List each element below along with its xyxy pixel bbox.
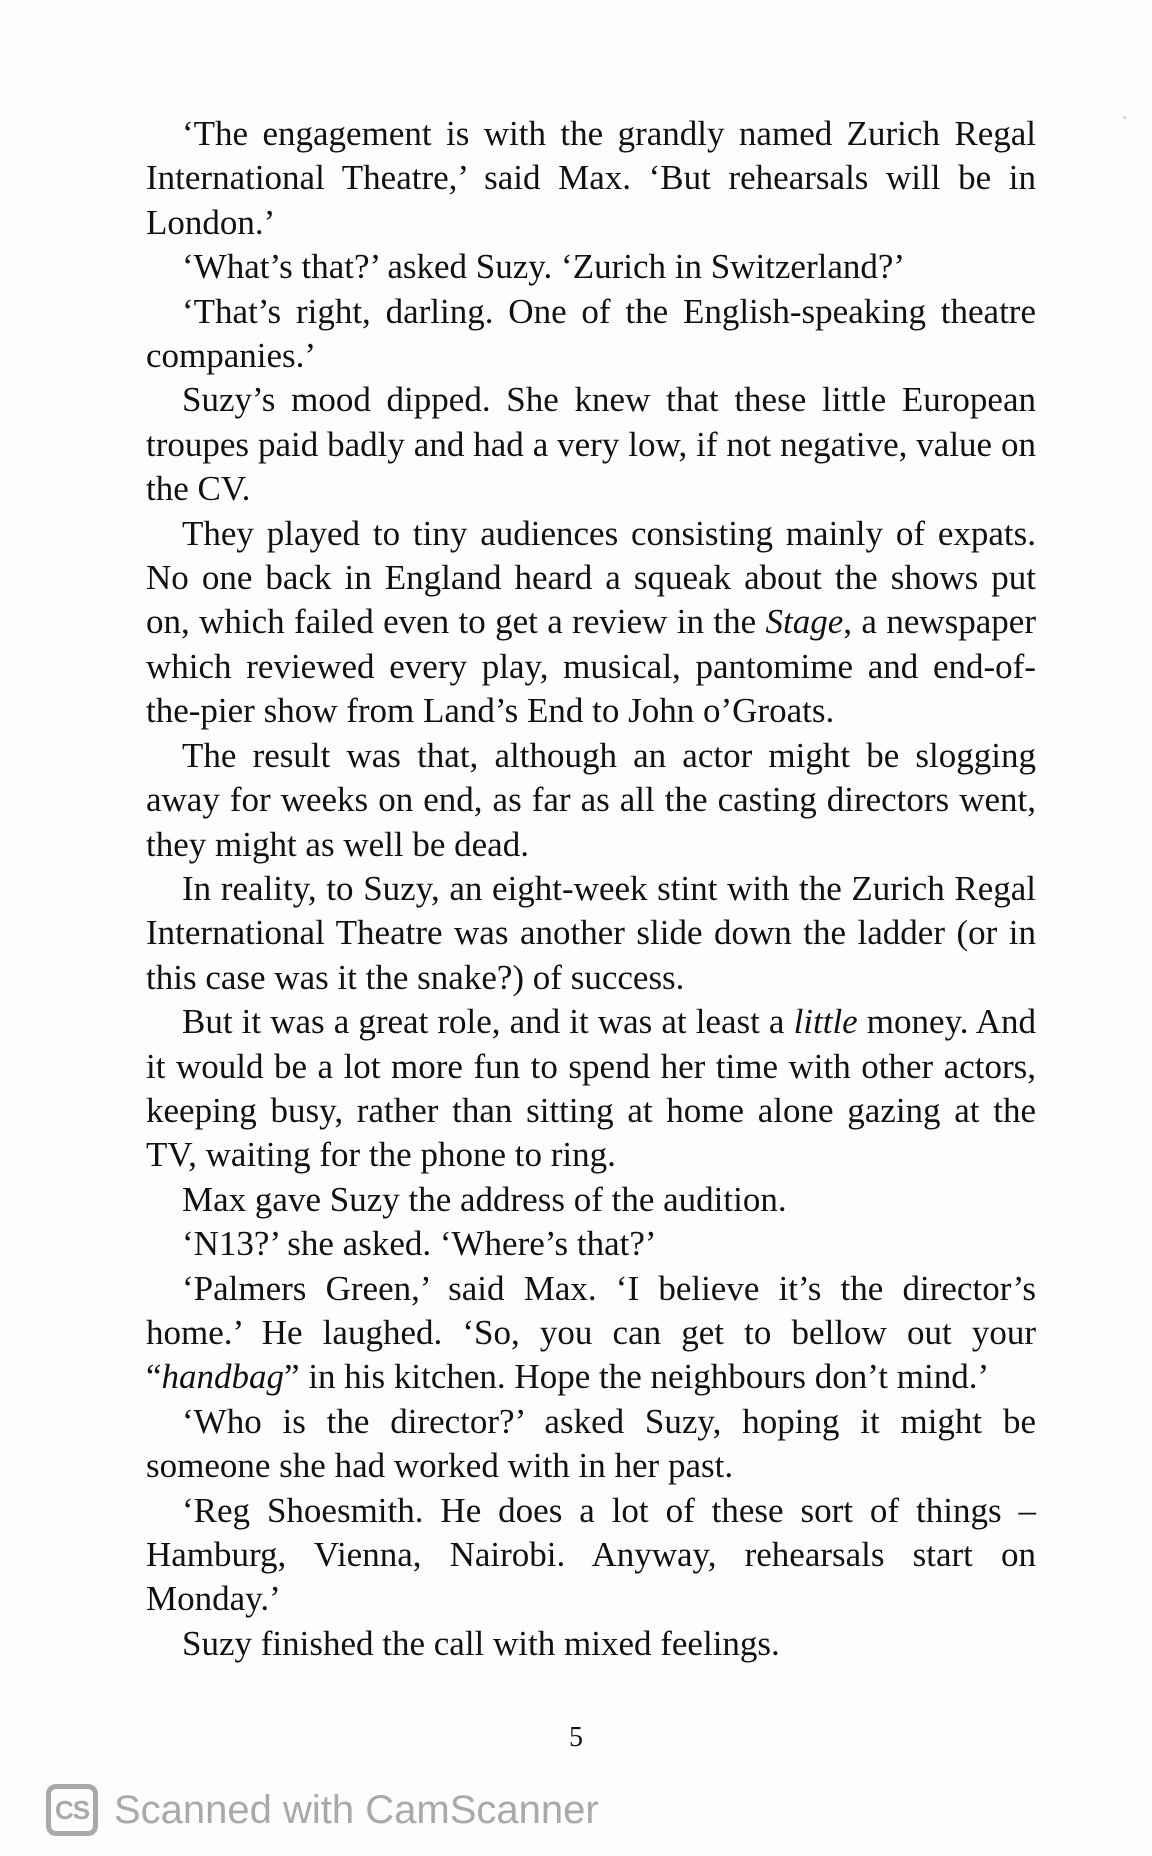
scanner-watermark bbox=[46, 1784, 599, 1836]
italic-text: handbag bbox=[161, 1357, 285, 1397]
paragraph bbox=[146, 1400, 1036, 1489]
text-run: ‘Reg Shoesmith. He does a lot of these sort of things – Hamburg, Vienna, Nairobi. Anyway, rehearsals start on Monday.’ bbox=[146, 1490, 1036, 1619]
text-run: The result was that, although an actor might be slogging away for weeks on end, as far as all the casting directors went, they might as well be dead. bbox=[146, 735, 1036, 864]
text-run: But it was a great role, and it was at least a bbox=[182, 1002, 794, 1042]
text-run: ‘Palmers Green,’ said Max. ‘I believe it’s the director’s home.’ He laughed. ‘So, you can get to bellow out your “ bbox=[146, 1268, 1036, 1397]
text-run: ‘N13?’ she asked. ‘Where’s that?’ bbox=[182, 1224, 657, 1264]
paragraph bbox=[146, 1178, 1036, 1222]
camscanner-logo: CS bbox=[46, 1784, 98, 1836]
text-run: Suzy finished the call with mixed feelings. bbox=[182, 1623, 780, 1663]
text-run: They played to tiny audiences consisting mainly of expats. No one back in England heard a squeak about the shows put on, which failed even to get a review in the bbox=[146, 513, 1036, 642]
text-run: money. And it would be a lot more fun to spend her time with other actors, keeping busy, rather than sitting at home alone gazing at the TV, waiting for the phone to ring. bbox=[146, 1002, 1036, 1175]
italic-text: little bbox=[793, 1002, 858, 1042]
paragraph bbox=[146, 1267, 1036, 1400]
body-text bbox=[146, 112, 1036, 1666]
paragraph bbox=[146, 112, 1036, 245]
italic-text: Stage bbox=[765, 602, 844, 642]
paragraph bbox=[146, 245, 1036, 289]
scanner-watermark-text: Scanned with CamScanner bbox=[114, 1787, 599, 1832]
text-run: ‘The engagement is with the grandly named Zurich Regal International Theatre,’ said Max. ‘But rehearsals will be in London.’ bbox=[146, 114, 1036, 242]
paragraph bbox=[146, 1222, 1036, 1266]
paragraph bbox=[146, 378, 1036, 511]
paragraph bbox=[146, 1000, 1036, 1178]
paragraph bbox=[146, 867, 1036, 1000]
paragraph bbox=[146, 1622, 1036, 1666]
scan-speck bbox=[1123, 116, 1126, 119]
text-run: ‘What’s that?’ asked Suzy. ‘Zurich in Switzerland?’ bbox=[182, 247, 906, 287]
page-number: 5 bbox=[569, 1722, 583, 1753]
paragraph bbox=[146, 1489, 1036, 1622]
text-run: ‘Who is the director?’ asked Suzy, hoping it might be someone she had worked with in her past. bbox=[146, 1401, 1036, 1486]
paragraph bbox=[146, 290, 1036, 379]
text-run: , a newspaper which reviewed every play, musical, pantomime and end-of-the-pier show from Land’s End to John o’Groats. bbox=[146, 602, 1036, 731]
text-run: Max gave Suzy the address of the audition. bbox=[182, 1179, 787, 1219]
paragraph bbox=[146, 512, 1036, 734]
text-run: ” in his kitchen. Hope the neighbours don’t mind.’ bbox=[284, 1357, 990, 1397]
paragraph bbox=[146, 734, 1036, 867]
text-run: In reality, to Suzy, an eight-week stint with the Zurich Regal International Theatre was another slide down the ladder (or in this case was it the snake?) of success. bbox=[146, 868, 1036, 997]
text-run: ‘That’s right, darling. One of the English-speaking theatre companies.’ bbox=[146, 291, 1036, 376]
text-run: Suzy’s mood dipped. She knew that these little European troupes paid badly and had a very low, if not negative, value on the CV. bbox=[146, 380, 1036, 509]
